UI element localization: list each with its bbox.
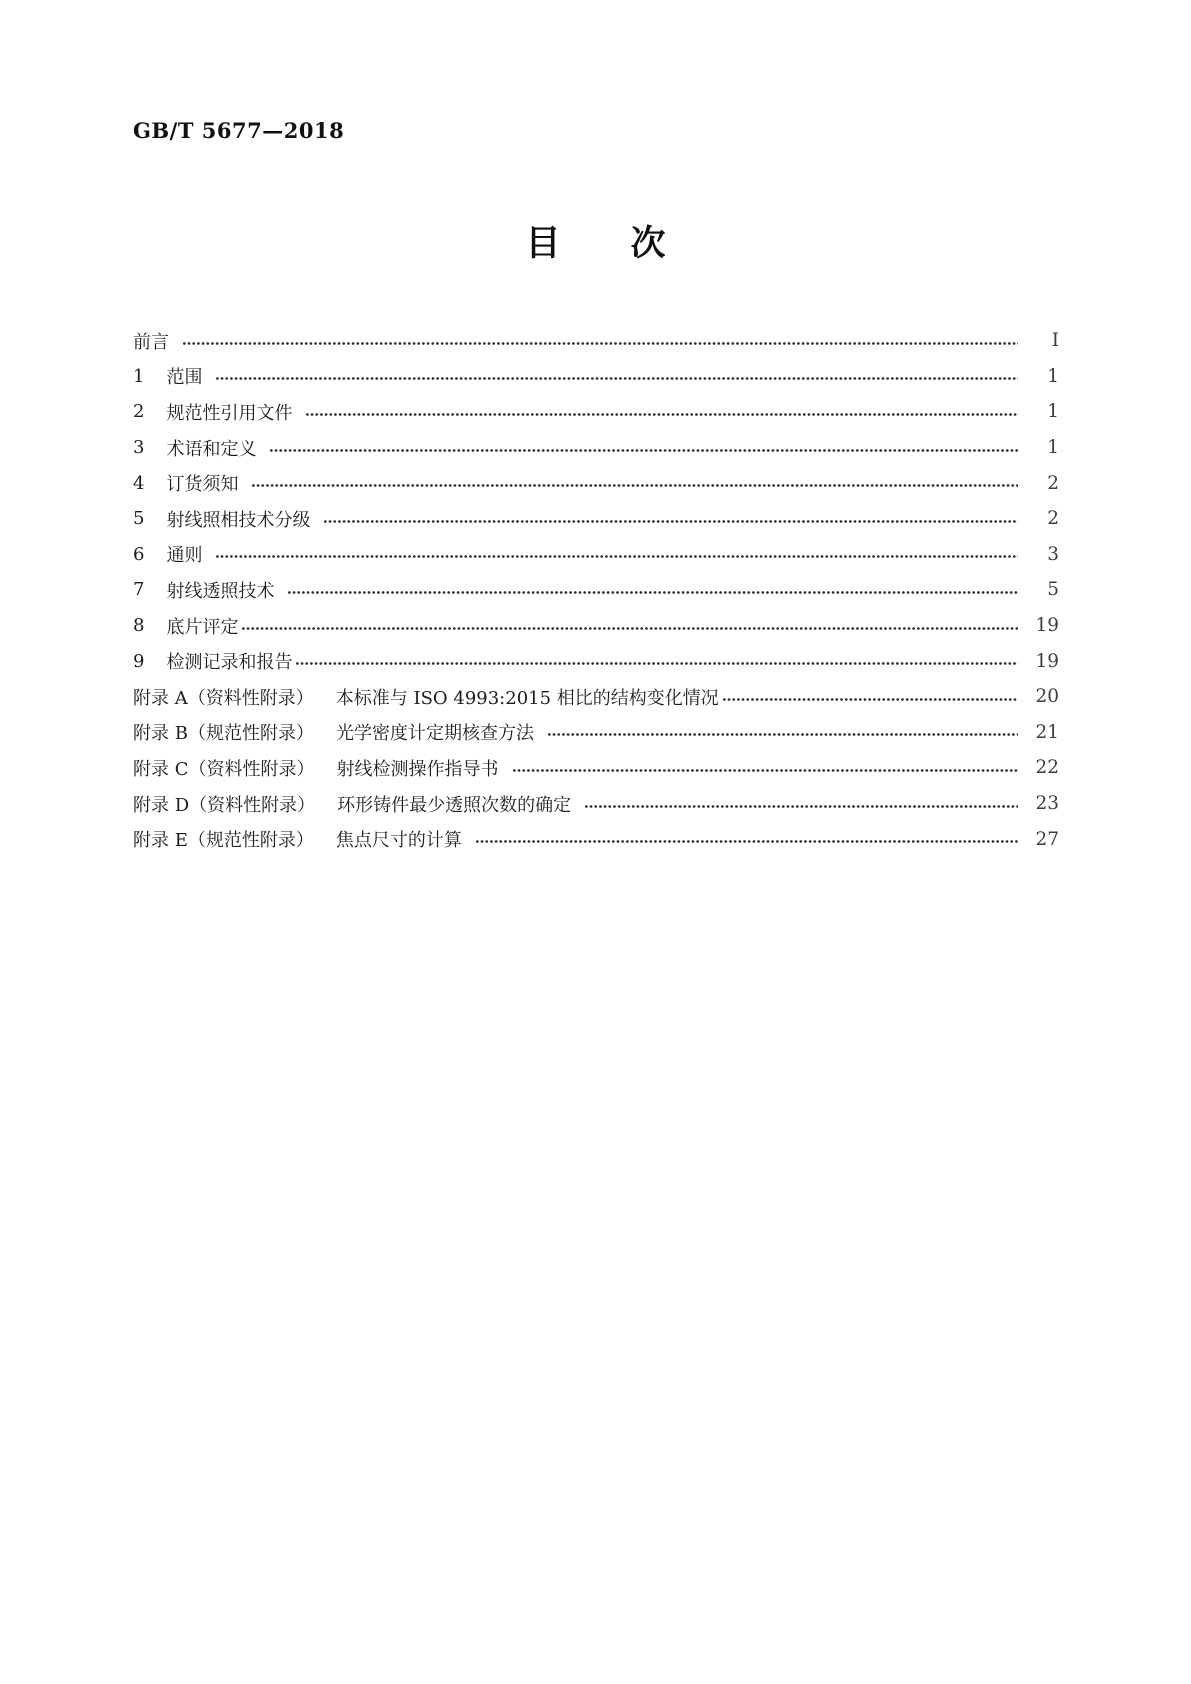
toc-entry-prefix: 9 bbox=[133, 650, 145, 672]
toc-entry-prefix: 6 bbox=[133, 543, 145, 565]
toc-entry-prefix: 1 bbox=[133, 365, 145, 387]
toc-entry-title: 通则 bbox=[166, 545, 203, 567]
toc-entry-title: 范围 bbox=[166, 367, 203, 389]
toc-title: 目 次 bbox=[525, 224, 666, 264]
dot-leader bbox=[323, 518, 1018, 525]
page-number: 2 bbox=[1047, 472, 1059, 494]
toc-entry-title: 射线照相技术分级 bbox=[166, 509, 311, 531]
toc-entry-title: 焦点尺寸的计算 bbox=[335, 830, 462, 852]
dot-leader bbox=[251, 482, 1018, 489]
dot-leader bbox=[547, 731, 1018, 738]
dot-leader bbox=[215, 375, 1018, 382]
toc-row bbox=[133, 750, 1059, 786]
toc-entry-prefix: 5 bbox=[133, 508, 145, 530]
toc-row bbox=[133, 394, 1059, 430]
dot-leader bbox=[182, 340, 1018, 347]
dot-leader bbox=[287, 589, 1018, 596]
toc-row bbox=[133, 608, 1059, 644]
toc-entry-prefix: 附录 D（资料性附录） bbox=[133, 794, 316, 816]
page-number: 22 bbox=[1035, 757, 1059, 779]
toc-entry-prefix: 2 bbox=[133, 401, 145, 423]
toc-entry-prefix: 附录 E（规范性附录） bbox=[133, 830, 314, 852]
dot-leader bbox=[722, 696, 1018, 703]
dot-leader bbox=[512, 767, 1019, 774]
toc-entry-title: 术语和定义 bbox=[166, 438, 257, 460]
toc-entry-prefix: 附录 B（规范性附录） bbox=[133, 723, 314, 745]
toc-entry-prefix: 附录 A（资料性附录） bbox=[133, 687, 314, 709]
toc-row bbox=[133, 323, 1059, 359]
page-number: 5 bbox=[1047, 579, 1059, 601]
page-number: 20 bbox=[1035, 686, 1059, 708]
page-number: 1 bbox=[1047, 437, 1059, 459]
toc-entry-title: 前言 bbox=[133, 331, 169, 353]
toc-entry-title: 射线透照技术 bbox=[166, 580, 275, 602]
page-number: 19 bbox=[1035, 615, 1059, 637]
toc-entry-title: 订货须知 bbox=[166, 474, 239, 496]
toc-entry-prefix: 3 bbox=[133, 437, 145, 459]
dot-leader bbox=[269, 447, 1018, 454]
toc-row bbox=[133, 715, 1059, 751]
toc-list bbox=[133, 323, 1059, 857]
toc-entry-title: 检测记录和报告 bbox=[166, 652, 293, 674]
toc-row bbox=[133, 537, 1059, 573]
toc-row bbox=[133, 786, 1059, 822]
toc-entry-title: 规范性引用文件 bbox=[166, 402, 293, 424]
page-number: 1 bbox=[1047, 401, 1059, 423]
toc-entry-title: 光学密度计定期核查方法 bbox=[335, 723, 534, 745]
toc-row bbox=[133, 465, 1059, 501]
toc-entry-title: 射线检测操作指导书 bbox=[336, 758, 499, 780]
dot-leader bbox=[305, 411, 1018, 418]
toc-row bbox=[133, 501, 1059, 537]
toc-entry-prefix: 附录 C（资料性附录） bbox=[133, 758, 315, 780]
page-number: 2 bbox=[1047, 508, 1059, 530]
toc-entry-prefix: 8 bbox=[133, 615, 145, 637]
dot-leader bbox=[295, 660, 1018, 667]
page-number: 27 bbox=[1035, 828, 1059, 850]
toc-row bbox=[133, 572, 1059, 608]
page-number: Ⅰ bbox=[1051, 330, 1059, 352]
standard-code: GB/T 5677—2018 bbox=[133, 118, 345, 143]
toc-row bbox=[133, 430, 1059, 466]
dot-leader bbox=[215, 553, 1018, 560]
toc-row bbox=[133, 359, 1059, 395]
toc-entry-title: 底片评定 bbox=[166, 616, 239, 638]
toc-row bbox=[133, 679, 1059, 715]
page-number: 21 bbox=[1035, 721, 1059, 743]
toc-entry-prefix: 4 bbox=[133, 472, 145, 494]
toc-row bbox=[133, 643, 1059, 679]
page-number: 23 bbox=[1035, 793, 1059, 815]
page-number: 3 bbox=[1047, 543, 1059, 565]
toc-entry-prefix: 7 bbox=[133, 579, 145, 601]
toc-row bbox=[133, 821, 1059, 857]
dot-leader bbox=[241, 625, 1018, 632]
page-number: 1 bbox=[1047, 365, 1059, 387]
dot-leader bbox=[475, 838, 1018, 845]
toc-entry-title: 环形铸件最少透照次数的确定 bbox=[337, 794, 572, 816]
page-number: 19 bbox=[1035, 650, 1059, 672]
toc-entry-title: 本标准与 ISO 4993:2015 相比的结构变化情况 bbox=[335, 687, 719, 709]
dot-leader bbox=[584, 803, 1018, 810]
